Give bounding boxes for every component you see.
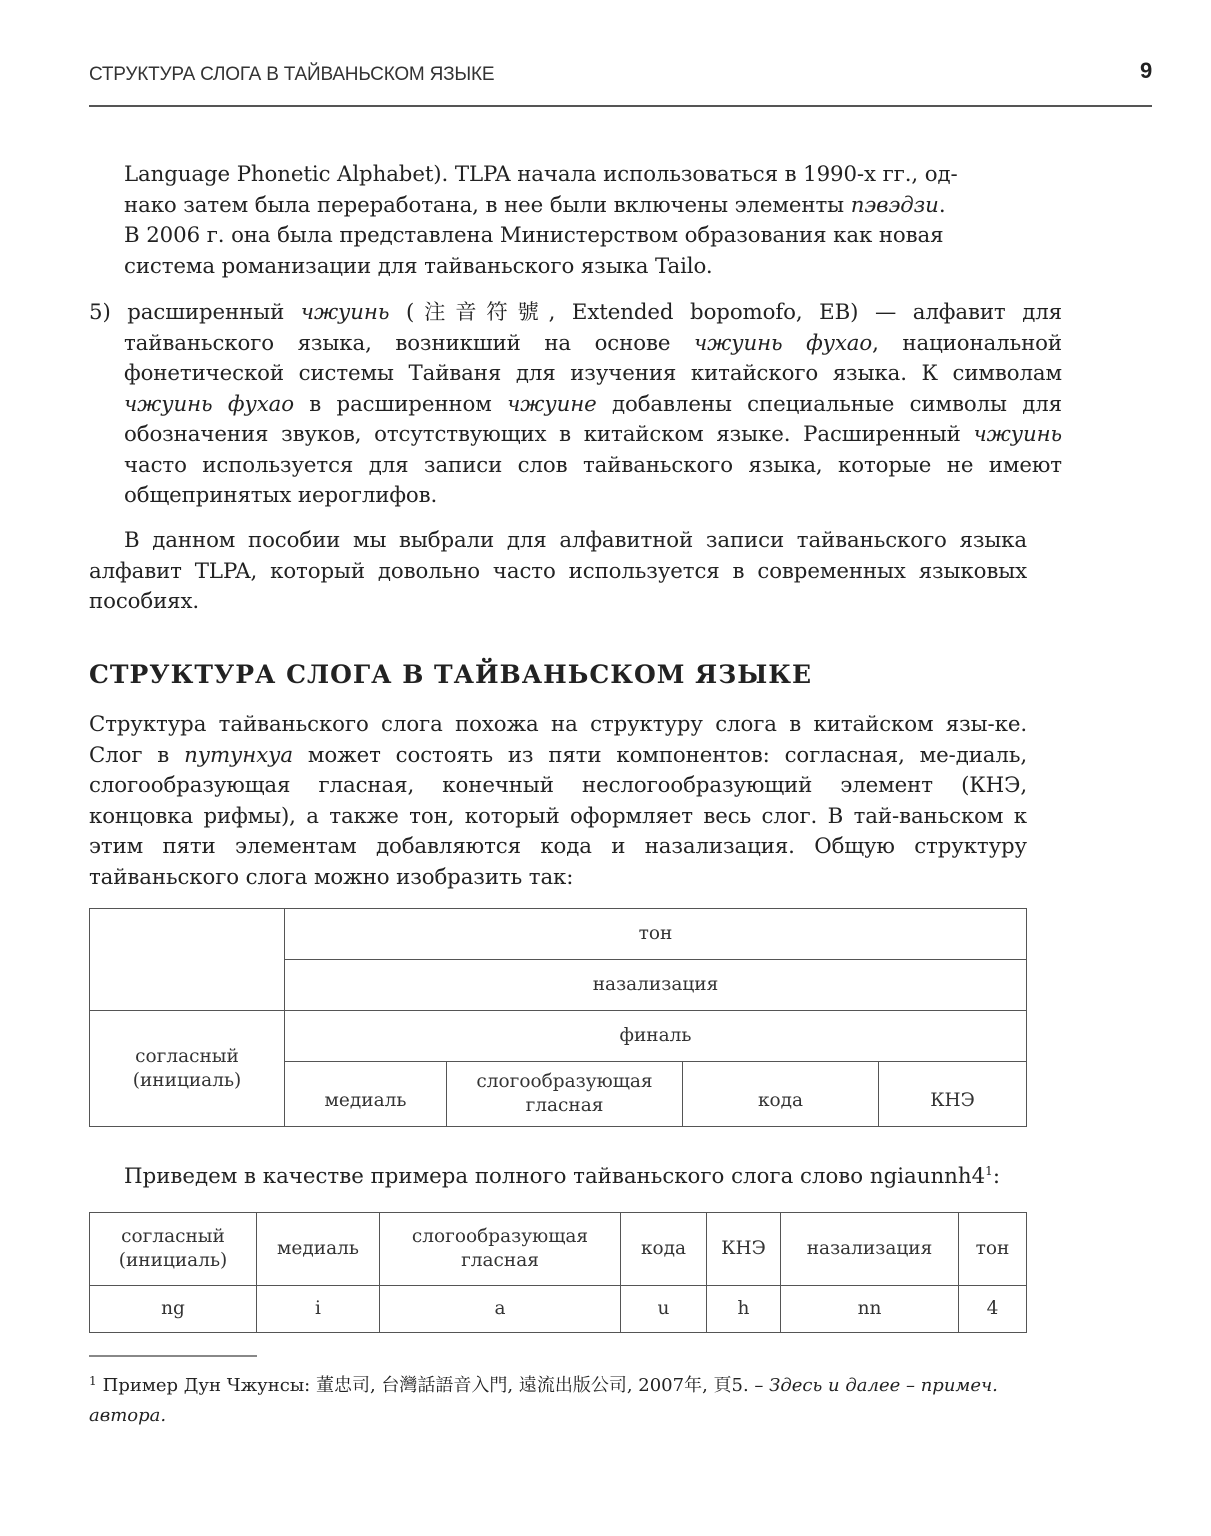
italic-term: пэвэдзи [850,192,939,218]
header-nasalization: назализация [781,1213,959,1286]
example-syllable-table [89,1212,1027,1333]
footnote-divider [89,1355,257,1357]
cell-tone: тон [285,909,1027,960]
footnote-number: 1 [89,1374,97,1388]
value-initial: ng [90,1286,257,1333]
header-divider [89,105,1152,107]
cell-initial: согласный (инициаль) [90,1011,285,1127]
syllable-structure-table [89,908,1027,1127]
header-tone: тон [959,1213,1027,1286]
header-kne: КНЭ [707,1213,781,1286]
cell-medial: медиаль [285,1062,447,1127]
footnote: $^1$ Пример Дун Чжунсы: 董忠司, 台灣話語音入門, 遠流出版公司, 2007年, 頁5. – Здесь и далее – примеч. автора. [89,1374,998,1426]
text-line: Language Phonetic Alphabet). TLPA начала использоваться в 1990-х гг., од- [124,162,958,187]
header-nucleus: слогообразующая гласная [380,1213,621,1286]
text-line: система романизации для тайваньского языка Tailo. [124,253,713,279]
value-coda: u [621,1286,707,1333]
value-medial: i [257,1286,380,1333]
list-marker: 5) [89,300,128,325]
choice-paragraph: В данном пособии мы выбрали для алфавитной записи тайваньского языка алфавит TLPA, который довольно часто используется в современных языковых пособиях. [89,528,1027,614]
section-paragraph: Структура тайваньского слога похожа на структуру слога в китайском язы-ке. Слог в путунхуа может состоять из пяти компонентов: согласная, ме-диаль, слогообразующая гласная, конечный неслогообразующий элемент (КНЭ, концовка рифмы), а также тон, который оформляет весь слог. В тай-ваньском к этим пяти элементам добавляются кода и назализация. Общую структуру тайваньского слога можно изобразить так: [89,712,1027,890]
italic-term: путунхуа [184,742,293,768]
list-item-5: 5) расширенный чжуинь (注音符號, Extended bopomofo, EB) — алфавит для тайваньского языка, возникший на основе чжуинь фухао, национальной фонетической системы Тайваня для изучения китайского языка. К символам чжуинь фухао в расширенном чжуине добавлены специальные символы для обозначения звуков, отсутствующих в китайском языке. Расширенный чжуинь часто используется для записи слов тайваньского языка, которые не имеют общепринятых иероглифов. [89,300,1063,508]
header-coda: кода [621,1213,707,1286]
footnote-ref[interactable]: 1 [985,1164,993,1178]
example-intro: Приведем в качестве примера полного тайваньского слога слово $ngiaunnh4^1$: [124,1164,1000,1189]
cell-kne: КНЭ [879,1062,1027,1127]
running-head [89,58,1152,94]
cell-nasalization: назализация [285,960,1027,1011]
page-number: 9 [1139,58,1152,83]
continuation-paragraph [89,160,1062,282]
header-medial: медиаль [257,1213,380,1286]
text-line: нако затем была переработана, в нее были включены элементы пэвэдзи. [124,192,946,218]
empty-cell [90,909,285,1011]
section-heading: СТРУКТУРА СЛОГА В ТАЙВАНЬСКОМ ЯЗЫКЕ [89,660,813,689]
value-nasalization: nn [781,1286,959,1333]
running-head-title: СТРУКТУРА СЛОГА В ТАЙВАНЬСКОМ ЯЗЫКЕ [89,64,495,85]
value-kne: h [707,1286,781,1333]
cell-final: финаль [285,1011,1027,1062]
footnote-note: Здесь и далее – примеч. автора. [89,1375,998,1426]
cell-coda: кода [683,1062,879,1127]
cell-nucleus: слогообразующая гласная [447,1062,683,1127]
header-initial: согласный (инициаль) [90,1213,257,1286]
value-tone: 4 [959,1286,1027,1333]
value-nucleus: a [380,1286,621,1333]
text-line: В 2006 г. она была представлена Министерством образования как новая [124,223,944,248]
